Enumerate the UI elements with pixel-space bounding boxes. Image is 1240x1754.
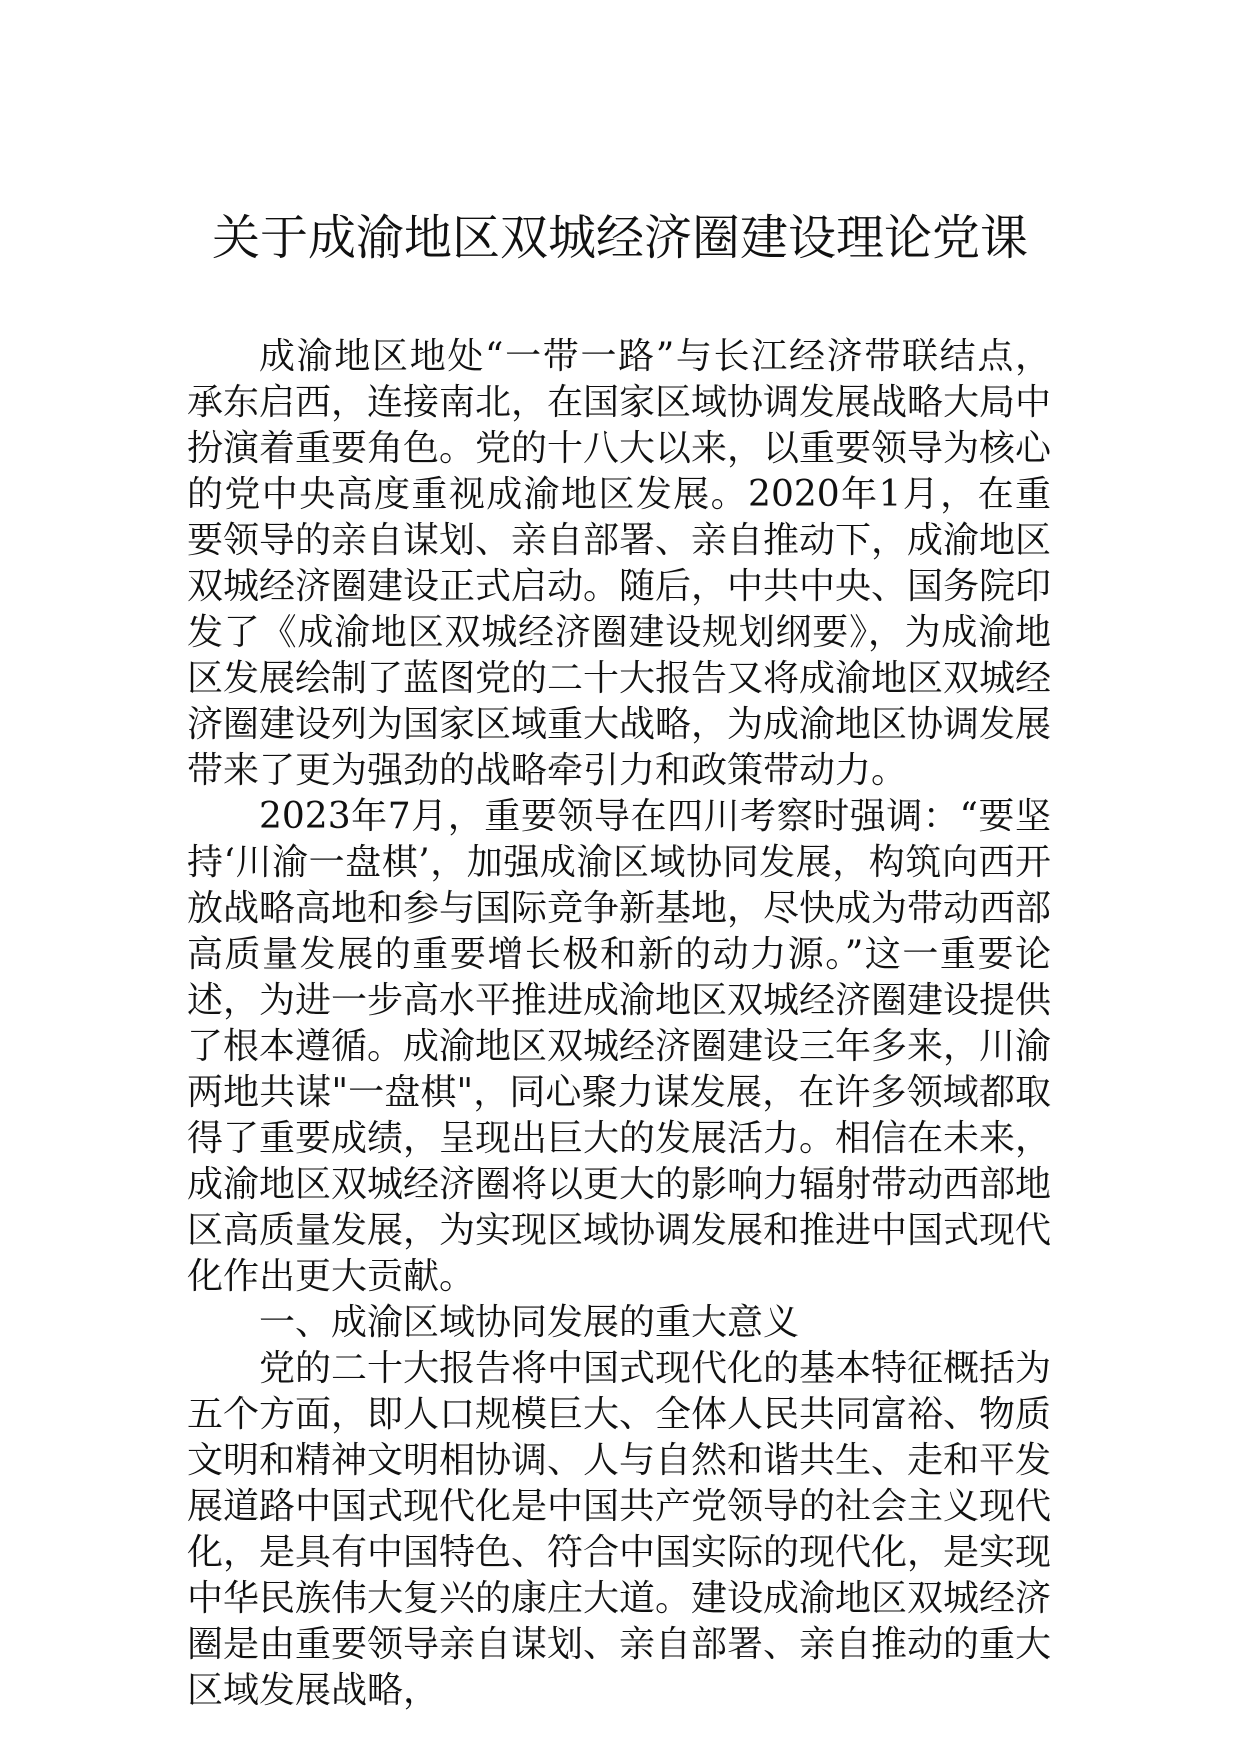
- document-title: 关于成渝地区双城经济圈建设理论党课: [211, 210, 1028, 266]
- paragraph-intro: 成渝地区地处“一带一路”与长江经济带联结点，承东启西，连接南北，在国家区域协调发展战略大局中扮演着重要角色。党的十八大以来，以重要领导为核心的党中央高度重视成渝地区发展。2020年1月，在重要领导的亲自谋划、亲自部署、亲自推动下，成渝地区双城经济圈建设正式启动。随后，中共中央、国务院印发了《成渝地区双城经济圈建设规划纲要》，为成渝地区发展绘制了蓝图党的二十大报告又将成渝地区双城经济圈建设列为国家区域重大战略，为成渝地区协调发展带来了更为强劲的战略牵引力和政策带动力。: [187, 336, 1052, 791]
- paragraph-section-1: 党的二十大报告将中国式现代化的基本特征概括为五个方面，即人口规模巨大、全体人民共同富裕、物质文明和精神文明相协调、人与自然和谐共生、走和平发展道路中国式现代化是中国共产党领导的社会主义现代化，是具有中国特色、符合中国实际的现代化，是实现中华民族伟大复兴的康庄大道。建设成渝地区双城经济圈是由重要领导亲自谋划、亲自部署、亲自推动的重大区域发展战略，: [187, 1348, 1052, 1711]
- paragraph-2023-speech: 2023年7月，重要领导在四川考察时强调：“要坚持‘川渝一盘棋’，加强成渝区域协同发展，构筑向西开放战略高地和参与国际竞争新基地，尽快成为带动西部高质量发展的重要增长极和新的动力源。”这一重要论述，为进一步高水平推进成渝地区双城经济圈建设提供了根本遵循。成渝地区双城经济圈建设三年多来，川渝两地共谋"一盘棋"，同心聚力谋发展，在许多领域都取得了重要成绩，呈现出巨大的发展活力。相信在未来，成渝地区双城经济圈将以更大的影响力辐射带动西部地区高质量发展，为实现区域协调发展和推进中国式现代化作出更大贡献。: [187, 796, 1052, 1297]
- document-body: [187, 334, 1051, 1714]
- section-heading: 一、成渝区域协同发展的重大意义: [259, 1302, 800, 1343]
